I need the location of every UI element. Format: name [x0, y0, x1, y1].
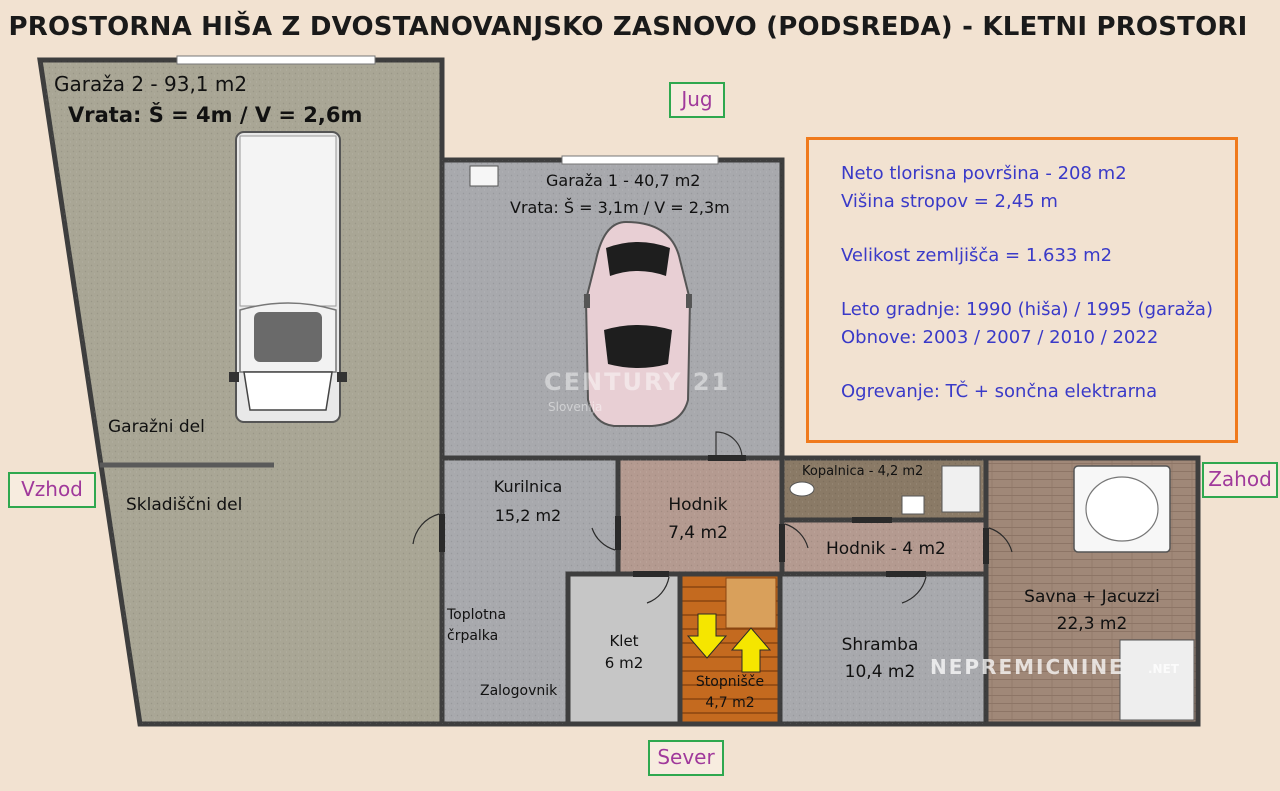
- build-year-text: Leto gradnje: 1990 (hiša) / 1995 (garaža): [841, 299, 1213, 320]
- garage-2-door: [177, 56, 375, 64]
- hallway-1-area: 7,4 m2: [668, 523, 728, 543]
- hallway-2-label: Hodnik - 4 m2: [826, 539, 946, 559]
- garage-1-door-label: Vrata: Š = 3,1m / V = 2,3m: [510, 198, 730, 217]
- net-area-text: Neto tlorisna površina - 208 m2: [841, 163, 1127, 184]
- compass-east-label: Vzhod: [8, 472, 96, 508]
- toilet-icon: [790, 482, 814, 496]
- washbasin-icon: [902, 496, 924, 514]
- pantry-label: Shramba: [841, 635, 919, 655]
- garage-part-label: Garažni del: [108, 417, 205, 437]
- sauna-cabin-icon: [1120, 640, 1194, 720]
- sauna-label: Savna + Jacuzzi: [1024, 587, 1160, 607]
- sink-icon: [470, 166, 498, 186]
- heating-text: Ogrevanje: TČ + sončna elektrarna: [841, 381, 1158, 402]
- heat-pump-label-2: črpalka: [447, 628, 499, 644]
- sauna-area: 22,3 m2: [1056, 614, 1128, 634]
- bathroom-label: Kopalnica - 4,2 m2: [802, 464, 924, 479]
- shower-icon: [942, 466, 980, 512]
- compass-west-label: Zahod: [1202, 462, 1278, 498]
- plot-size-text: Velikost zemljišča = 1.633 m2: [841, 245, 1113, 266]
- van-icon: [229, 132, 347, 422]
- staircase-label: Stopnišče: [695, 674, 765, 690]
- ceiling-height-text: Višina stropov = 2,45 m: [841, 191, 1058, 212]
- hallway-1-label: Hodnik: [668, 495, 728, 515]
- storage-part-label: Skladiščni del: [126, 495, 243, 515]
- site-watermark-tld: .NET: [1148, 662, 1179, 676]
- boiler-room-area: 15,2 m2: [494, 506, 562, 525]
- cellar-label: Klet: [609, 632, 639, 650]
- page-title: PROSTORNA HIŠA Z DVOSTANOVANJSKO ZASNOVO (PODSREDA) - KLETNI PROSTORI: [8, 12, 1248, 42]
- compass-north-label: Sever: [648, 740, 724, 776]
- pantry-area: 10,4 m2: [844, 662, 916, 682]
- renovations-text: Obnove: 2003 / 2007 / 2010 / 2022: [841, 327, 1159, 348]
- brand-watermark: CENTURY 21: [544, 368, 731, 396]
- cellar-area: 6 m2: [604, 654, 644, 672]
- heat-pump-label-1: Toplotna: [447, 607, 507, 623]
- tank-label: Zalogovnik: [480, 683, 558, 699]
- brand-watermark-sub: Slovenija: [548, 400, 603, 414]
- boiler-room-label: Kurilnica: [493, 477, 563, 496]
- site-watermark: NEPREMICNINE: [930, 655, 1125, 679]
- compass-south-label: Jug: [669, 82, 725, 118]
- garage-2-door-label: Vrata: Š = 4m / V = 2,6m: [68, 103, 363, 127]
- property-info-box: [806, 137, 1238, 443]
- garage-2-label: Garaža 2 - 93,1 m2: [54, 72, 248, 96]
- garage-1-label: Garaža 1 - 40,7 m2: [546, 171, 701, 190]
- staircase-area: 4,7 m2: [705, 695, 755, 711]
- garage-1-door: [562, 156, 718, 164]
